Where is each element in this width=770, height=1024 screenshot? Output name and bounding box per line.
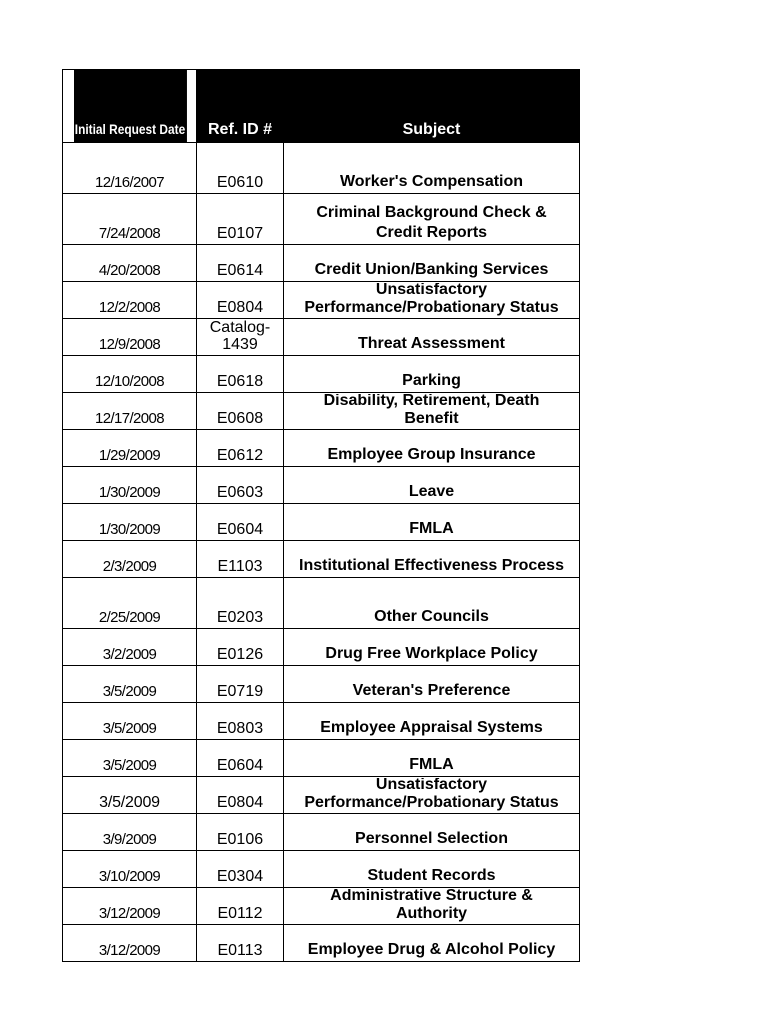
cell-ref-id[interactable]: E0113 (197, 925, 284, 962)
header-ref-id[interactable]: Ref. ID # (197, 70, 284, 143)
cell-subject[interactable]: Other Councils (284, 578, 580, 629)
table-row[interactable] (63, 245, 580, 282)
cell-subject[interactable]: Parking (284, 356, 580, 393)
cell-subject[interactable]: Unsatisfactory Performance/Probationary Status (284, 777, 580, 814)
cell-ref-id[interactable]: E0604 (197, 740, 284, 777)
cell-ref-id[interactable]: E0126 (197, 629, 284, 666)
cell-subject[interactable]: Unsatisfactory Performance/Probationary Status (284, 282, 580, 319)
cell-subject[interactable]: Credit Union/Banking Services (284, 245, 580, 282)
cell-date[interactable]: 1/30/2009 (63, 504, 197, 541)
table-row[interactable] (63, 703, 580, 740)
table-row[interactable] (63, 851, 580, 888)
cell-subject[interactable]: Drug Free Workplace Policy (284, 629, 580, 666)
table-row[interactable] (63, 194, 580, 245)
table-row[interactable] (63, 504, 580, 541)
cell-ref-id[interactable]: E0610 (197, 143, 284, 194)
table-row[interactable] (63, 282, 580, 319)
table-row[interactable] (63, 393, 580, 430)
cell-date[interactable]: 3/12/2009 (63, 925, 197, 962)
table-row[interactable] (63, 319, 580, 356)
cell-date[interactable]: 12/16/2007 (63, 143, 197, 194)
cell-ref-id[interactable]: E0112 (197, 888, 284, 925)
table-row[interactable] (63, 143, 580, 194)
table-row[interactable] (63, 777, 580, 814)
cell-ref-id[interactable]: E0608 (197, 393, 284, 430)
header-initial-request-date[interactable]: Initial Request Date (73, 70, 187, 143)
cell-date[interactable]: 3/9/2009 (63, 814, 197, 851)
table-row[interactable] (63, 740, 580, 777)
cell-ref-id[interactable]: E0604 (197, 504, 284, 541)
cell-ref-id[interactable]: E0618 (197, 356, 284, 393)
cell-subject[interactable]: Institutional Effectiveness Process (284, 541, 580, 578)
cell-ref-id[interactable]: E0106 (197, 814, 284, 851)
cell-date[interactable]: 3/5/2009 (63, 777, 197, 814)
table-row[interactable] (63, 814, 580, 851)
cell-subject[interactable]: Personnel Selection (284, 814, 580, 851)
table-row[interactable] (63, 578, 580, 629)
cell-date[interactable]: 3/2/2009 (63, 629, 197, 666)
table-row[interactable] (63, 666, 580, 703)
cell-date[interactable]: 12/10/2008 (63, 356, 197, 393)
cell-date[interactable]: 2/25/2009 (63, 578, 197, 629)
cell-ref-id[interactable]: E0803 (197, 703, 284, 740)
cell-date[interactable]: 2/3/2009 (63, 541, 197, 578)
cell-date[interactable]: 3/5/2009 (63, 666, 197, 703)
table-row[interactable] (63, 925, 580, 962)
table-row[interactable] (63, 467, 580, 504)
cell-subject[interactable]: Threat Assessment (284, 319, 580, 356)
cell-ref-id[interactable]: E0612 (197, 430, 284, 467)
cell-date[interactable]: 4/20/2008 (63, 245, 197, 282)
cell-date[interactable]: 12/17/2008 (63, 393, 197, 430)
cell-date[interactable]: 7/24/2008 (63, 194, 197, 245)
cell-ref-id[interactable]: Catalog- 1439 (197, 319, 284, 356)
cell-ref-id[interactable]: E0603 (197, 467, 284, 504)
cell-subject[interactable]: Worker's Compensation (284, 143, 580, 194)
cell-date[interactable]: 3/5/2009 (63, 703, 197, 740)
cell-ref-id[interactable]: E0719 (197, 666, 284, 703)
cell-date[interactable]: 1/29/2009 (63, 430, 197, 467)
cell-ref-id[interactable]: E0203 (197, 578, 284, 629)
table-body (63, 143, 580, 962)
cell-ref-id[interactable]: E0107 (197, 194, 284, 245)
header-subject[interactable]: Subject (284, 70, 580, 143)
table-row[interactable] (63, 430, 580, 467)
cell-date[interactable]: 12/2/2008 (63, 282, 197, 319)
table-row[interactable] (63, 541, 580, 578)
cell-subject[interactable]: Employee Appraisal Systems (284, 703, 580, 740)
cell-ref-id[interactable]: E0804 (197, 282, 284, 319)
cell-ref-id[interactable]: E0614 (197, 245, 284, 282)
cell-ref-id[interactable]: E1103 (197, 541, 284, 578)
cell-ref-id[interactable]: E0804 (197, 777, 284, 814)
cell-subject[interactable]: Student Records (284, 851, 580, 888)
cell-subject[interactable]: Disability, Retirement, Death Benefit (284, 393, 580, 430)
table-row[interactable] (63, 629, 580, 666)
cell-subject[interactable]: Employee Drug & Alcohol Policy (284, 925, 580, 962)
table-row[interactable] (63, 888, 580, 925)
cell-date[interactable]: 3/5/2009 (63, 740, 197, 777)
cell-date[interactable]: 1/30/2009 (63, 467, 197, 504)
cell-subject[interactable]: Administrative Structure & Authority (284, 888, 580, 925)
cell-date[interactable]: 3/12/2009 (63, 888, 197, 925)
cell-subject[interactable]: Veteran's Preference (284, 666, 580, 703)
cell-date[interactable]: 3/10/2009 (63, 851, 197, 888)
request-table (62, 69, 580, 962)
cell-ref-id[interactable]: E0304 (197, 851, 284, 888)
table-row[interactable] (63, 356, 580, 393)
cell-date[interactable]: 12/9/2008 (63, 319, 197, 356)
cell-subject[interactable]: Employee Group Insurance (284, 430, 580, 467)
header-row (63, 70, 580, 143)
cell-subject[interactable]: Leave (284, 467, 580, 504)
cell-subject[interactable]: FMLA (284, 504, 580, 541)
cell-subject[interactable]: FMLA (284, 740, 580, 777)
cell-subject[interactable]: Criminal Background Check & Credit Reports (284, 194, 580, 245)
